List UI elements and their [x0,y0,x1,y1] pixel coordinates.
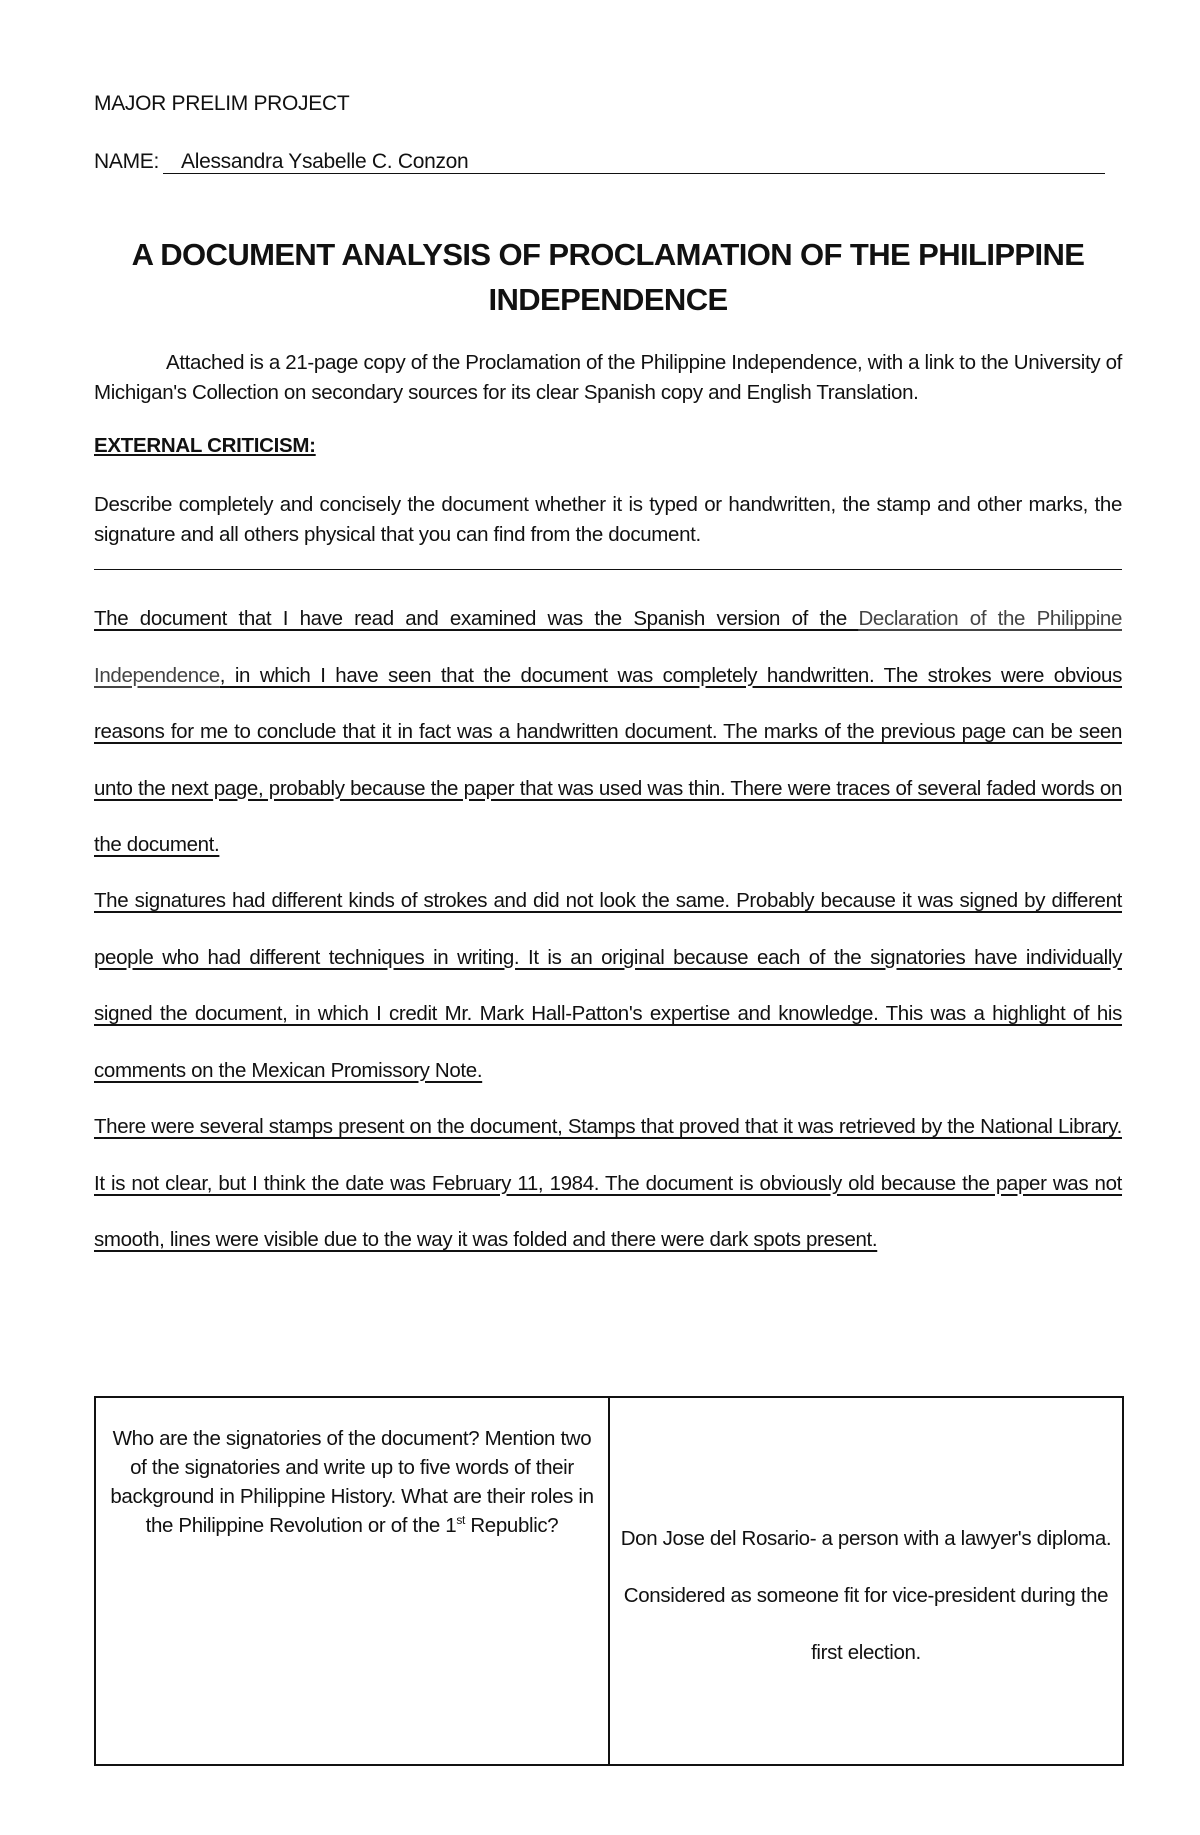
title-line-2: INDEPENDENCE [488,282,728,317]
answer-p1-text-a: The document that I have read and examined was the Spanish version of the [94,607,859,630]
question-text-a: Who are the signatories of the document? Mention two of the signatories and write up to five words of their background in Philippine History. What are their roles in the Philippine Revolution or of the 1 [110,1427,594,1537]
answer-paragraph-1 [94,591,1122,874]
answer-line-2: Considered as someone fit for vice-president during the [623,1584,1109,1607]
answer-paragraph-2 [94,873,1122,1099]
answer-line-3: first election. [811,1641,921,1664]
declaration-reference: Declaration of the Philippine Independence [94,607,1122,687]
name-value: Alessandra Ysabelle C. Conzon [163,151,1105,174]
signatories-table [94,1396,1124,1766]
external-criticism-instruction: Describe completely and concisely the document whether it is typed or handwritten, the stamp and other marks, the signature and all others physical that you can find from the document. [94,493,1122,546]
answer-line-1: Don Jose del Rosario- a person with a lawyer's diploma. [620,1527,1112,1550]
answer-paragraph-3 [94,1099,1122,1269]
answer-p2-text: The signatures had different kinds of strokes and did not look the same. Probably because it was signed by different people who had different techniques in writing. It is an original because each of the signatories have individually signed the document, in which I credit Mr. Mark Hall-Patton's expertise and knowledge. This was a highlight of his comments on the Mexican Promissory Note. [94,889,1122,1082]
signatories-question-cell [96,1398,610,1764]
name-label: NAME: [94,150,160,173]
name-row [94,150,1105,174]
question-text-b: Republic? [464,1514,559,1537]
question-superscript: st [456,1513,465,1528]
intro-paragraph: Attached is a 21-page copy of the Proclamation of the Philippine Independence, with a link to the University of Michigan's Collection on secondary sources for its clear Spanish copy and English Translation. [94,351,1123,404]
answer-p3-text: There were several stamps present on the document, Stamps that proved that it was retrieved by the National Library. It is not clear, but I think the date was February 11, 1984. The document is obviously old because the paper was not smooth, lines were visible due to the way it was folded and there were dark spots present. [94,1115,1122,1251]
title-line-1: A DOCUMENT ANALYSIS OF PROCLAMATION OF THE PHILIPPINE [131,237,1085,272]
divider-line [94,569,1122,570]
external-criticism-heading: EXTERNAL CRITICISM: [94,434,316,457]
answer-p1-text-b: , in which I have seen that the document was completely handwritten. The strokes were obvious reasons for me to conclude that it in fact was a handwritten document. The marks of the previous page can be seen unto the next page, probably because the paper that was used was thin. There were traces of several faded words on the document. [94,663,1122,856]
project-label: MAJOR PRELIM PROJECT [94,92,350,115]
signatories-answer-cell [610,1398,1122,1764]
document-title [94,232,1122,322]
